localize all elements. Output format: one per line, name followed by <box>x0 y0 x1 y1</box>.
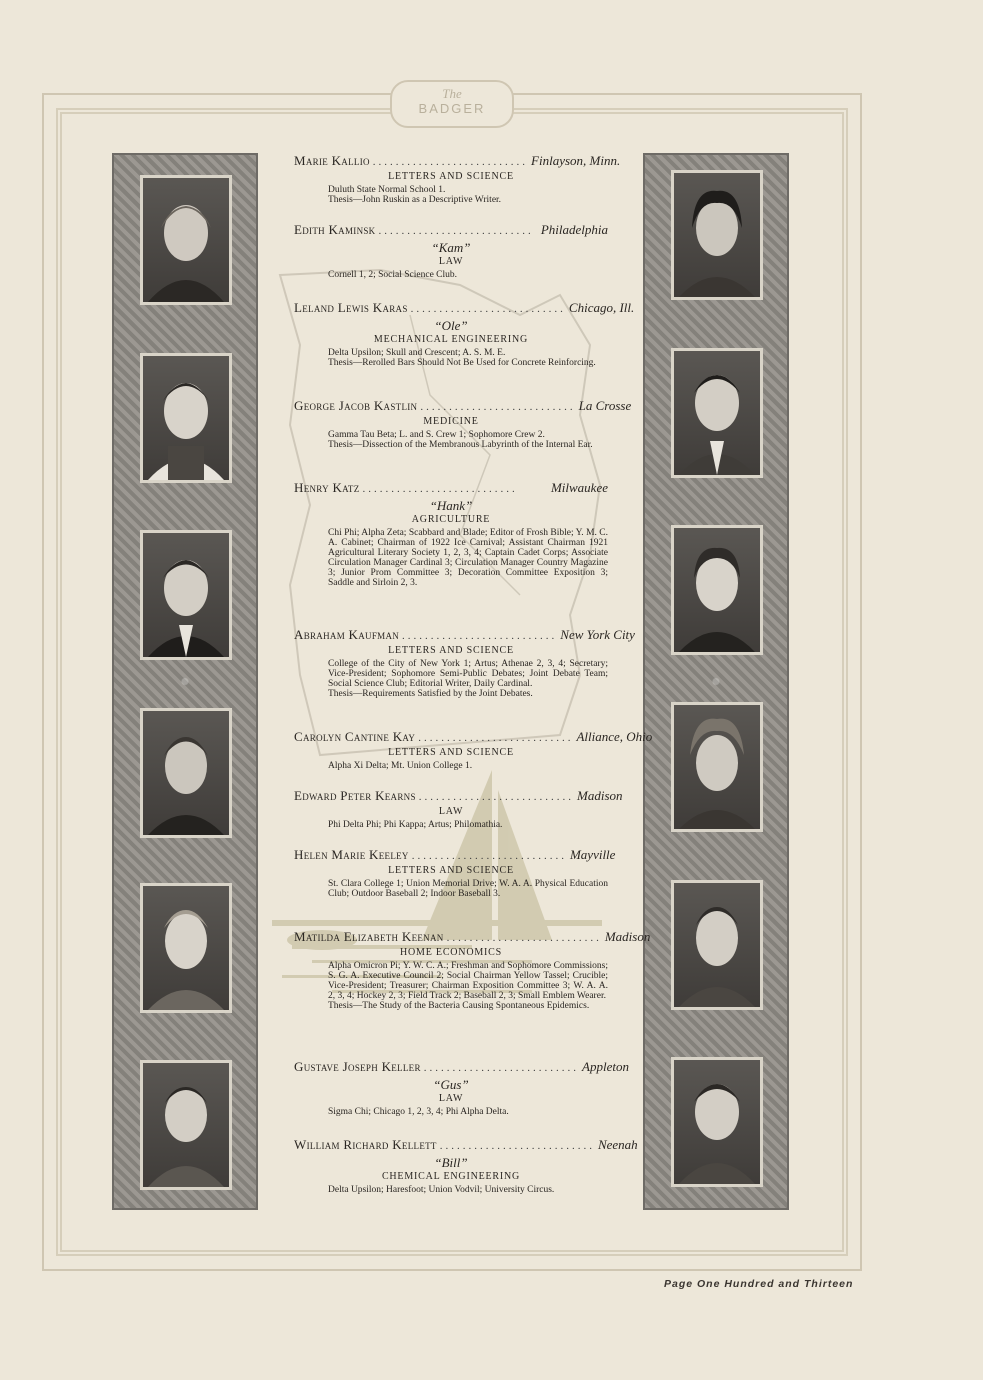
entry-nickname: “Gus” <box>433 1077 469 1092</box>
entry-place: Chicago, Ill. <box>568 300 635 315</box>
entry-dept: LETTERS AND SCIENCE <box>388 171 514 182</box>
entry-name: Henry Katz <box>294 480 360 495</box>
entry-details: Alpha Omicron Pi; Y. W. C. A.; Freshman and Sophomore Commissions; S. G. A. Executive Council 2; Social Chairman Yellow Tassel; Crucible; Vice-President; Treasurer; Chairman Exposition Committee 3; W. A. A. 2, 3, 4; Hockey 2, 3; Field Track 2; Baseball 2, 3; Small Emblem Wearer. Thesis—The Study of the Bacteria Causing Spontaneous Epidemics. <box>328 961 608 1011</box>
entry-dept: LAW <box>438 1093 464 1104</box>
entry-henry-katz: Henry Katz ........................... Milwaukee “Hank” AGRICULTURE Chi Phi; Alpha Zeta; Scabbard and Blade; Editor of Frosh Bible; Y. M. C. A. Cabinet; Chairman of 1922 Ice Carnival; Assistant Chairman 1921 Agricultural Literary Society 1, 2, 3, 4; Captain Cadet Corps; Associate Circulation Manager Cardinal 3; Circulation Manager Country Magazine 3; Junior Prom Committee 3; Decoration Committee Exposition 3; Saddle and Sirloin 2, 3. <box>294 480 608 588</box>
portrait-marie-kallio <box>140 175 232 305</box>
entry-details: Delta Upsilon; Haresfoot; Union Vodvil; University Circus. <box>328 1185 555 1195</box>
entry-name: Leland Lewis Karas <box>294 300 408 315</box>
entry-name: Abraham Kaufman <box>294 627 400 642</box>
entry-gustave-keller: Gustave Joseph Keller ........................... Appleton “Gus” LAW Sigma Chi; Chicago 1, 2, 3, 4; Phi Alpha Delta. <box>294 1059 629 1117</box>
entry-abraham-kaufman: Abraham Kaufman ........................... New York City LETTERS AND SCIENCE College of the City of New York 1; Artus; Athenae 2, 3, 4; Secretary; Vice-President; Sophomore Semi-Public Debates; Joint Debate Team; Social Science Club; Editorial Writer, Daily Cardinal. Thesis—Requirements Satisfied by the Joint Debates. <box>294 627 635 699</box>
entry-details: Duluth State Normal School 1. Thesis—John Ruskin as a Descriptive Writer. <box>328 185 502 205</box>
entry-george-kastlin: George Jacob Kastlin ........................... La Crosse MEDICINE Gamma Tau Beta; L. and S. Crew 1; Sophomore Crew 2. Thesis—Dissection of the Membranous Labyrinth of the Internal Ear. <box>294 398 632 450</box>
entry-place: New York City <box>560 627 635 642</box>
entry-name: Gustave Joseph Keller <box>294 1059 421 1074</box>
portrait-helen-keeley <box>140 883 232 1013</box>
portrait-carolyn-kay <box>140 708 232 838</box>
entry-name: Matilda Elizabeth Keenan <box>294 929 444 944</box>
portrait-gustave-keller <box>140 1060 232 1190</box>
entry-carolyn-kay: Carolyn Cantine Kay ........................... Alliance, Ohio LETTERS AND SCIENCE Alpha Xi Delta; Mt. Union College 1. <box>294 729 653 771</box>
entry-details: St. Clara College 1; Union Memorial Drive; W. A. A. Physical Education Club; Outdoor Baseball 2; Indoor Baseball 3. <box>328 879 608 899</box>
entry-place: La Crosse <box>578 398 632 413</box>
entry-place: Mayville <box>569 847 616 862</box>
entry-edward-kearns: Edward Peter Kearns ........................... Madison LAW Phi Delta Phi; Phi Kappa; Artus; Philomathia. <box>294 788 623 830</box>
entry-details: College of the City of New York 1; Artus; Athenae 2, 3, 4; Secretary; Vice-President; Sophomore Semi-Public Debates; Joint Debate Team; Social Science Club; Editorial Writer, Daily Cardinal. Thesis—Requirements Satisfied by the Joint Debates. <box>328 659 608 699</box>
entry-dept: AGRICULTURE <box>411 514 491 525</box>
entry-helen-keeley: Helen Marie Keeley ........................... Mayville LETTERS AND SCIENCE St. Clara College 1; Union Memorial Drive; W. A. A. Physical Education Club; Outdoor Baseball 2; Indoor Baseball 3. <box>294 847 616 899</box>
entry-nickname: “Kam” <box>431 240 471 255</box>
portrait-edward-kearns <box>671 702 763 832</box>
entry-dept: LAW <box>438 806 464 817</box>
badger-masthead-logo <box>390 80 514 128</box>
entry-place: Madison <box>577 788 623 803</box>
entry-name: George Jacob Kastlin <box>294 398 418 413</box>
entry-nickname: “Ole” <box>434 318 468 333</box>
entry-details: Phi Delta Phi; Phi Kappa; Artus; Philomathia. <box>328 820 503 830</box>
entry-dept: MECHANICAL ENGINEERING <box>373 334 529 345</box>
entry-edith-kaminsk: Edith Kaminsk ........................... Philadelphia “Kam” LAW Cornell 1, 2; Social Science Club. <box>294 222 608 280</box>
entry-name: Edith Kaminsk <box>294 222 376 237</box>
entry-place: Appleton <box>582 1059 629 1074</box>
entry-place: Philadelphia <box>540 222 608 237</box>
right-photo-column <box>643 153 789 1210</box>
entry-place: Madison <box>604 929 651 944</box>
left-photo-column <box>112 153 258 1210</box>
page-number-footer: Page One Hundred and Thirteen <box>664 1278 854 1290</box>
entry-dept: CHEMICAL ENGINEERING <box>381 1171 521 1182</box>
entry-details: Delta Upsilon; Skull and Crescent; A. S. M. E. Thesis—Rerolled Bars Should Not Be Used for Concrete Reinforcing. <box>328 348 596 368</box>
entry-name: Edward Peter Kearns <box>294 788 416 803</box>
entry-dept: MEDICINE <box>423 416 479 427</box>
entry-matilda-keenan: Matilda Elizabeth Keenan ........................... Madison HOME ECONOMICS Alpha Omicron Pi; Y. W. C. A.; Freshman and Sophomore Commissions; S. G. A. Executive Council 2; Social Chairman Yellow Tassel; Crucible; Vice-President; Treasurer; Chairman Exposition Committee 3; W. A. A. 2, 3, 4; Hockey 2, 3; Field Track 2; Baseball 2, 3; Small Emblem Wearer. Thesis—The Study of the Bacteria Causing Spontaneous Epidemics. <box>294 929 651 1011</box>
entry-william-kellett: William Richard Kellett ........................... Neenah “Bill” CHEMICAL ENGINEERING Delta Upsilon; Haresfoot; Union Vodvil; University Circus. <box>294 1137 638 1195</box>
portrait-henry-katz <box>140 530 232 660</box>
portrait-abraham-kaufman <box>671 525 763 655</box>
entry-details: Sigma Chi; Chicago 1, 2, 3, 4; Phi Alpha Delta. <box>328 1107 509 1117</box>
entry-place: Neenah <box>597 1137 638 1152</box>
entry-place: Finlayson, Minn. <box>531 153 621 168</box>
masthead-the: The <box>442 86 462 101</box>
masthead-title: BADGER <box>418 101 486 116</box>
entry-name: Marie Kallio <box>294 153 370 168</box>
entry-name: Carolyn Cantine Kay <box>294 729 416 744</box>
portrait-edith-kaminsk <box>671 170 763 300</box>
entry-dept: LETTERS AND SCIENCE <box>388 645 514 656</box>
portrait-leland-karas <box>140 353 232 483</box>
entry-dept: LETTERS AND SCIENCE <box>388 865 514 876</box>
entry-details: Chi Phi; Alpha Zeta; Scabbard and Blade; Editor of Frosh Bible; Y. M. C. A. Cabinet; Chairman of 1922 Ice Carnival; Assistant Chairman 1921 Agricultural Literary Society 1, 2, 3, 4; Captain Cadet Corps; Associate Circulation Manager Cardinal 3; Circulation Manager Country Magazine 3; Junior Prom Committee 3; Decoration Committee Exposition 3; Saddle and Sirloin 2, 3. <box>328 528 608 588</box>
entry-dept: HOME ECONOMICS <box>399 947 503 958</box>
entry-details: Alpha Xi Delta; Mt. Union College 1. <box>328 761 473 771</box>
entry-details: Gamma Tau Beta; L. and S. Crew 1; Sophomore Crew 2. Thesis—Dissection of the Membranous Labyrinth of the Internal Ear. <box>328 430 593 450</box>
entry-details: Cornell 1, 2; Social Science Club. <box>328 270 458 280</box>
entry-nickname: “Hank” <box>429 498 473 513</box>
entry-place: Alliance, Ohio <box>576 729 653 744</box>
portrait-george-kastlin <box>671 348 763 478</box>
portrait-william-kellett <box>671 1057 763 1187</box>
portrait-matilda-keenan <box>671 880 763 1010</box>
entry-marie-kallio: Marie Kallio ........................... Finlayson, Minn. LETTERS AND SCIENCE Duluth State Normal School 1. Thesis—John Ruskin as a Descriptive Writer. <box>294 153 621 205</box>
entry-place: Milwaukee <box>550 480 608 495</box>
entry-dept: LAW <box>438 256 464 267</box>
entry-name: Helen Marie Keeley <box>294 847 409 862</box>
entry-name: William Richard Kellett <box>294 1137 437 1152</box>
entry-leland-karas: Leland Lewis Karas ........................... Chicago, Ill. “Ole” MECHANICAL ENGINEERING Delta Upsilon; Skull and Crescent; A. S. M. E. Thesis—Rerolled Bars Should Not Be Used for Concrete Reinforcing. <box>294 300 635 368</box>
entry-dept: LETTERS AND SCIENCE <box>388 747 514 758</box>
entry-nickname: “Bill” <box>434 1155 468 1170</box>
